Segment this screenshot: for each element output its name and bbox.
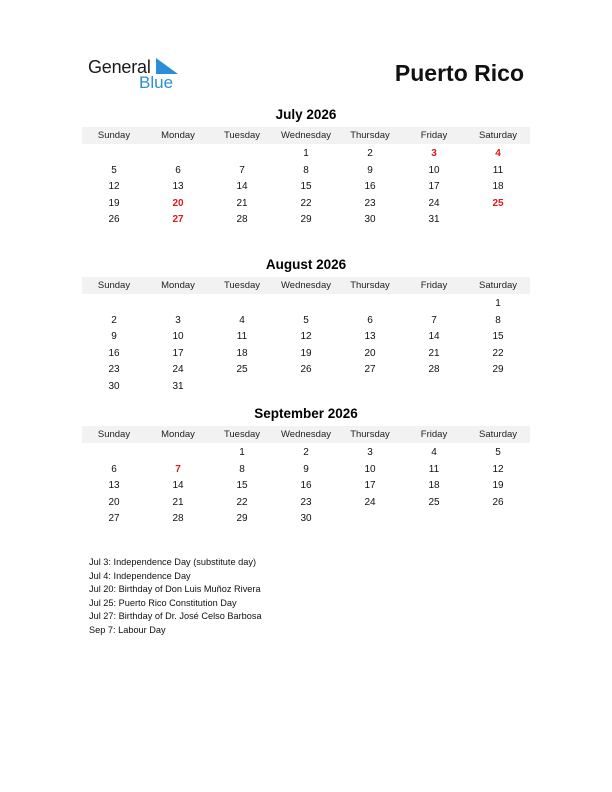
day-cell: 9 (111, 331, 117, 343)
day-cell: 9 (367, 164, 373, 176)
month-july (82, 106, 530, 229)
weekday-label: Sunday (97, 130, 131, 141)
weekday-label: Sunday (97, 429, 131, 440)
day-cell: 21 (236, 197, 248, 209)
day-cell: 28 (236, 214, 248, 226)
day-cell: 19 (108, 197, 120, 209)
weekday-header (82, 426, 530, 443)
weekday-label: Wednesday (281, 280, 331, 291)
day-cell: 23 (300, 496, 312, 508)
day-cell: 17 (172, 347, 184, 359)
day-cell: 15 (236, 480, 248, 492)
empty-cell (210, 296, 274, 313)
day-cell: 20 (108, 496, 120, 508)
day-cell: 8 (495, 314, 501, 326)
day-grid (82, 296, 530, 396)
day-cell: 13 (172, 181, 184, 193)
day-cell: 29 (300, 214, 312, 226)
day-cell: 14 (236, 181, 248, 193)
day-cell: 23 (364, 197, 376, 209)
day-cell: 18 (428, 480, 440, 492)
day-cell: 14 (428, 331, 440, 343)
weekday-label: Tuesday (223, 280, 261, 291)
day-cell: 14 (172, 480, 184, 492)
day-cell: 25 (428, 496, 440, 508)
month-title: July 2026 (275, 107, 337, 122)
logo-general-text: General (88, 57, 151, 77)
day-cell: 30 (300, 513, 312, 525)
day-cell: 13 (364, 331, 376, 343)
day-cell: 1 (239, 447, 245, 458)
day-cell: 26 (108, 214, 120, 226)
weekday-label: Wednesday (281, 429, 331, 440)
day-cell: 3 (367, 447, 373, 458)
empty-cell (274, 296, 338, 313)
day-cell: 22 (300, 197, 312, 209)
holiday-item: Sep 7: Labour Day (89, 624, 166, 635)
day-cell: 6 (175, 164, 181, 176)
day-cell: 23 (108, 364, 120, 376)
day-grid (82, 445, 530, 528)
day-cell: 2 (303, 447, 309, 458)
weekday-label: Friday (420, 280, 448, 291)
day-cell: 15 (300, 181, 312, 193)
day-cell: 11 (428, 463, 440, 475)
day-cell: 30 (108, 380, 120, 392)
day-cell: 16 (108, 347, 120, 359)
day-cell: 19 (300, 347, 312, 359)
day-cell: 27 (108, 513, 120, 525)
day-cell: 6 (111, 463, 117, 475)
day-cell: 4 (431, 447, 437, 458)
day-cell: 16 (364, 181, 376, 193)
day-cell: 28 (172, 513, 184, 525)
weekday-label: Thursday (350, 280, 390, 291)
day-cell: 24 (428, 197, 440, 209)
day-cell: 6 (367, 314, 373, 326)
country-title: Puerto Rico (394, 60, 524, 86)
day-cell: 5 (495, 447, 501, 458)
day-cell: 28 (428, 364, 440, 376)
day-cell: 7 (239, 164, 245, 176)
weekday-header (82, 277, 530, 294)
weekday-label: Friday (420, 429, 448, 440)
day-cell: 19 (492, 480, 504, 492)
empty-cell (146, 296, 210, 313)
day-cell: 27 (172, 214, 184, 226)
weekday-label: Thursday (350, 130, 390, 141)
day-cell: 10 (364, 463, 376, 475)
weekday-label: Tuesday (223, 429, 261, 440)
day-cell: 12 (108, 181, 120, 193)
day-cell: 25 (492, 197, 504, 209)
empty-cell (82, 296, 146, 313)
empty-cell (210, 146, 274, 163)
day-cell: 24 (172, 364, 184, 376)
month-title: September 2026 (254, 406, 358, 421)
empty-cell (82, 445, 146, 462)
day-cell: 4 (495, 148, 501, 159)
empty-cell (146, 146, 210, 163)
logo-blue-text: Blue (139, 73, 174, 92)
day-cell: 21 (172, 496, 184, 508)
day-cell: 15 (492, 331, 504, 343)
holiday-item: Jul 20: Birthday of Don Luis Muñoz Rivera (89, 584, 261, 594)
month-august (82, 256, 530, 396)
logo (88, 55, 188, 95)
day-cell: 5 (111, 164, 117, 176)
day-cell: 7 (175, 463, 181, 475)
day-cell: 20 (364, 347, 376, 359)
day-cell: 13 (108, 480, 120, 492)
holiday-item: Jul 3: Independence Day (substitute day) (89, 557, 257, 567)
day-cell: 12 (492, 463, 504, 475)
weekday-label: Tuesday (223, 130, 261, 141)
day-cell: 3 (431, 148, 437, 159)
month-september (82, 405, 530, 528)
holiday-item: Jul 25: Puerto Rico Constitution Day (89, 597, 237, 608)
empty-cell (146, 445, 210, 462)
day-cell: 21 (428, 347, 440, 359)
day-cell: 4 (239, 314, 245, 326)
day-cell: 8 (239, 463, 245, 475)
day-cell: 18 (236, 347, 248, 359)
day-cell: 31 (172, 380, 184, 392)
day-cell: 25 (236, 364, 248, 376)
day-cell: 26 (300, 364, 312, 376)
empty-cell (338, 296, 402, 313)
weekday-label: Saturday (478, 429, 518, 440)
weekday-label: Saturday (478, 280, 518, 291)
day-cell: 30 (364, 214, 376, 226)
day-cell: 18 (492, 181, 504, 193)
day-cell: 27 (364, 364, 376, 376)
day-cell: 8 (303, 164, 309, 176)
day-cell: 1 (303, 148, 309, 159)
day-cell: 20 (172, 197, 184, 209)
day-cell: 1 (495, 298, 501, 309)
day-cell: 11 (236, 331, 248, 343)
day-cell: 29 (492, 364, 504, 376)
day-cell: 31 (428, 214, 440, 226)
day-grid (82, 146, 530, 229)
day-cell: 22 (492, 347, 504, 359)
day-cell: 9 (303, 463, 309, 475)
empty-cell (402, 296, 466, 313)
holiday-list (89, 556, 262, 637)
weekday-label: Friday (420, 130, 448, 141)
month-title: August 2026 (265, 257, 347, 272)
logo-triangle-icon (156, 58, 178, 74)
weekday-label: Saturday (478, 130, 518, 141)
weekday-label: Wednesday (281, 130, 331, 141)
day-cell: 26 (492, 496, 504, 508)
day-cell: 3 (175, 314, 181, 326)
day-cell: 16 (300, 480, 312, 492)
day-cell: 2 (111, 314, 117, 326)
holiday-item: Jul 27: Birthday of Dr. José Celso Barbosa (89, 611, 262, 621)
day-cell: 12 (300, 331, 312, 343)
day-cell: 10 (172, 331, 184, 343)
weekday-label: Monday (161, 429, 195, 440)
holiday-item: Jul 4: Independence Day (89, 570, 191, 581)
day-cell: 17 (428, 181, 440, 193)
day-cell: 29 (236, 513, 248, 525)
day-cell: 5 (303, 314, 309, 326)
day-cell: 10 (428, 164, 440, 176)
day-cell: 7 (431, 314, 437, 326)
day-cell: 17 (364, 480, 376, 492)
weekday-label: Monday (161, 280, 195, 291)
weekday-label: Thursday (350, 429, 390, 440)
weekday-header (82, 127, 530, 144)
empty-cell (82, 146, 146, 163)
weekday-label: Sunday (97, 280, 131, 291)
day-cell: 22 (236, 496, 248, 508)
weekday-label: Monday (161, 130, 195, 141)
day-cell: 11 (492, 164, 504, 176)
day-cell: 24 (364, 496, 376, 508)
day-cell: 2 (367, 148, 373, 159)
